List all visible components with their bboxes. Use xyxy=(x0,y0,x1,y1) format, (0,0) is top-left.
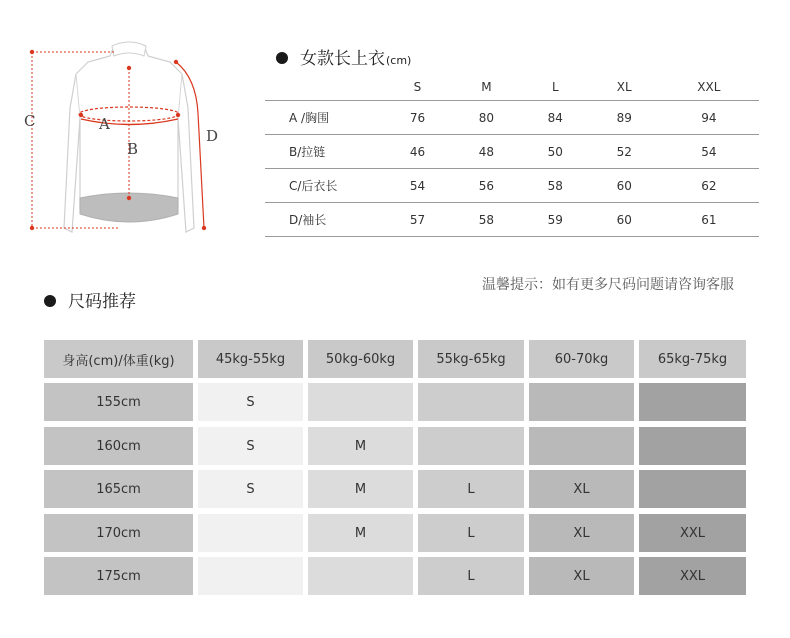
grid-size-cell xyxy=(639,383,746,421)
table-row xyxy=(265,101,759,135)
grid-weight-header: 60-70kg xyxy=(529,340,634,378)
grid-size-cell xyxy=(308,383,413,421)
table-row xyxy=(265,135,759,169)
grid-height-label: 175cm xyxy=(44,557,193,595)
recommend-title-text: 尺码推荐 xyxy=(68,292,136,312)
table-cell: 52 xyxy=(590,135,659,169)
header-corner xyxy=(265,74,383,101)
grid-weight-header: 50kg-60kg xyxy=(308,340,413,378)
table-cell: 60 xyxy=(590,169,659,203)
table-cell: 56 xyxy=(452,169,521,203)
grid-size-cell: XXL xyxy=(639,514,746,552)
grid-size-cell xyxy=(198,514,303,552)
row-label: C/后衣长 xyxy=(265,169,383,203)
jersey-diagram xyxy=(18,38,233,238)
grid-corner-header: 身高(cm)/体重(kg) xyxy=(44,340,193,378)
label-b: B xyxy=(127,140,139,158)
table-cell: 94 xyxy=(659,101,759,135)
table-cell: 50 xyxy=(521,135,590,169)
garment-title-unit: (cm) xyxy=(386,54,412,67)
grid-size-cell: M xyxy=(308,514,413,552)
bullet-icon xyxy=(44,295,56,307)
grid-size-cell: S xyxy=(198,427,303,465)
table-cell: 76 xyxy=(383,101,452,135)
grid-size-cell: M xyxy=(308,470,413,508)
grid-height-label: 170cm xyxy=(44,514,193,552)
label-d: D xyxy=(206,127,219,145)
grid-height-label: 155cm xyxy=(44,383,193,421)
grid-weight-header: 65kg-75kg xyxy=(639,340,746,378)
table-cell: 46 xyxy=(383,135,452,169)
grid-size-cell xyxy=(418,427,524,465)
header-size: L xyxy=(521,74,590,101)
grid-size-cell: XXL xyxy=(639,557,746,595)
table-row xyxy=(265,169,759,203)
table-cell: 58 xyxy=(452,203,521,237)
grid-size-cell: XL xyxy=(529,514,634,552)
grid-size-cell xyxy=(529,427,634,465)
grid-size-cell: XL xyxy=(529,557,634,595)
table-cell: 59 xyxy=(521,203,590,237)
grid-size-cell xyxy=(418,383,524,421)
grid-size-cell: S xyxy=(198,383,303,421)
row-label: A /胸围 xyxy=(265,101,383,135)
table-cell: 57 xyxy=(383,203,452,237)
header-size: XL xyxy=(590,74,659,101)
grid-size-cell xyxy=(529,383,634,421)
table-cell: 48 xyxy=(452,135,521,169)
bullet-icon xyxy=(276,52,288,64)
row-label: D/袖长 xyxy=(265,203,383,237)
label-c: C xyxy=(24,112,36,130)
table-cell: 62 xyxy=(659,169,759,203)
table-cell: 54 xyxy=(383,169,452,203)
label-a: A xyxy=(99,115,110,133)
grid-size-cell: L xyxy=(418,470,524,508)
table-cell: 89 xyxy=(590,101,659,135)
header-size: S xyxy=(383,74,452,101)
grid-size-cell: XL xyxy=(529,470,634,508)
table-row xyxy=(265,203,759,237)
garment-title-text: 女款长上衣 xyxy=(300,49,385,69)
measurement-table xyxy=(265,74,759,237)
grid-size-cell: L xyxy=(418,557,524,595)
grid-size-cell xyxy=(198,557,303,595)
grid-size-cell: S xyxy=(198,470,303,508)
table-cell: 60 xyxy=(590,203,659,237)
grid-size-cell xyxy=(308,557,413,595)
grid-height-label: 165cm xyxy=(44,470,193,508)
grid-size-cell xyxy=(639,470,746,508)
size-tip: 温馨提示：如有更多尺码问题请咨询客服 xyxy=(482,277,734,293)
table-cell: 58 xyxy=(521,169,590,203)
grid-size-cell: M xyxy=(308,427,413,465)
garment-title xyxy=(276,44,411,69)
header-size: M xyxy=(452,74,521,101)
grid-weight-header: 45kg-55kg xyxy=(198,340,303,378)
table-cell: 61 xyxy=(659,203,759,237)
measurement-header-row xyxy=(265,74,759,101)
recommend-title xyxy=(44,287,136,312)
grid-weight-header: 55kg-65kg xyxy=(418,340,524,378)
grid-height-label: 160cm xyxy=(44,427,193,465)
table-cell: 84 xyxy=(521,101,590,135)
row-label: B/拉链 xyxy=(265,135,383,169)
grid-size-cell xyxy=(639,427,746,465)
table-cell: 54 xyxy=(659,135,759,169)
grid-size-cell: L xyxy=(418,514,524,552)
table-cell: 80 xyxy=(452,101,521,135)
header-size: XXL xyxy=(659,74,759,101)
